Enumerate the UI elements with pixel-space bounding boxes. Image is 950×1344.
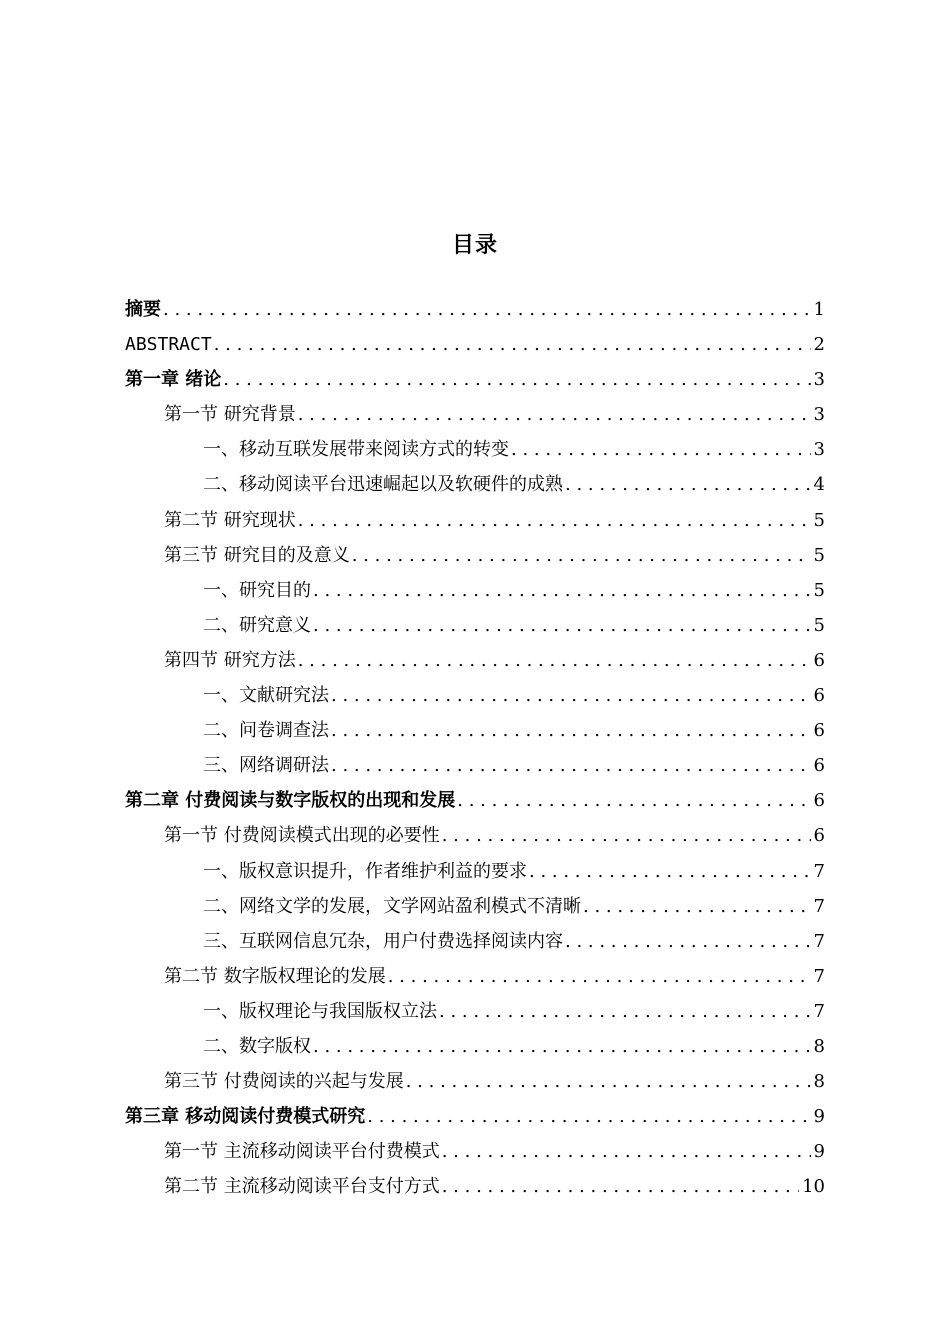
toc-dot-leader: [313, 1029, 811, 1064]
toc-entry[interactable]: [125, 783, 825, 818]
toc-entry[interactable]: [125, 678, 825, 713]
toc-entry-label: 一、版权意识提升，作者维护利益的要求: [203, 860, 527, 882]
toc-entry-page-number: 3: [813, 439, 825, 461]
toc-entry-page-number: 7: [813, 860, 825, 882]
toc-entry-page-number: 8: [813, 1035, 825, 1057]
toc-entry-label: 三、网络调研法: [203, 755, 329, 777]
toc-entry[interactable]: [125, 327, 825, 362]
table-of-contents: [125, 292, 825, 1204]
toc-dot-leader: [331, 713, 811, 748]
toc-entry-page-number: 6: [813, 685, 825, 707]
toc-entry-page-number: 6: [813, 720, 825, 742]
toc-entry-label: 三、互联网信息冗杂，用户付费选择阅读内容: [203, 930, 563, 952]
toc-dot-leader: [352, 538, 811, 573]
toc-dot-leader: [583, 889, 811, 924]
toc-entry-page-number: 9: [813, 1141, 825, 1163]
toc-entry-page-number: 5: [813, 509, 825, 531]
toc-dot-leader: [388, 959, 811, 994]
toc-entry-page-number: 8: [813, 1071, 825, 1093]
toc-entry[interactable]: [125, 538, 825, 573]
toc-dot-leader: [406, 1064, 811, 1099]
toc-entry[interactable]: [125, 1029, 825, 1064]
toc-entry[interactable]: [125, 713, 825, 748]
toc-entry-page-number: 7: [813, 965, 825, 987]
toc-dot-leader: [457, 783, 810, 818]
toc-entry-page-number: 6: [813, 825, 825, 847]
toc-dot-leader: [163, 292, 811, 327]
toc-entry-label: 二、问卷调查法: [203, 720, 329, 742]
toc-entry-label: 第三节 研究目的及意义: [164, 544, 350, 566]
toc-entry-label: 二、移动阅读平台迅速崛起以及软硬件的成熟: [203, 474, 563, 496]
toc-entry[interactable]: [125, 889, 825, 924]
toc-entry-page-number: 6: [813, 649, 825, 671]
toc-entry[interactable]: [125, 573, 825, 608]
toc-entry-page-number: 4: [813, 474, 825, 496]
toc-dot-leader: [511, 432, 811, 467]
toc-entry[interactable]: [125, 1169, 825, 1204]
toc-entry[interactable]: [125, 432, 825, 467]
toc-entry-page-number: 5: [813, 579, 825, 601]
toc-dot-leader: [442, 1134, 811, 1169]
toc-entry-label: 第一节 付费阅读模式出现的必要性: [164, 825, 440, 847]
toc-entry-page-number: 7: [813, 930, 825, 952]
toc-dot-leader: [298, 397, 811, 432]
toc-entry-label: 二、网络文学的发展，文学网站盈利模式不清晰: [203, 895, 581, 917]
toc-entry-label: 摘要: [125, 299, 161, 320]
toc-entry[interactable]: [125, 854, 825, 889]
toc-entry-label: 一、研究目的: [203, 579, 311, 601]
toc-dot-leader: [223, 362, 810, 397]
toc-entry[interactable]: [125, 292, 825, 327]
toc-entry[interactable]: [125, 1099, 825, 1134]
toc-entry-page-number: 2: [813, 334, 825, 356]
toc-entry-label: 第二节 研究现状: [164, 509, 296, 531]
toc-entry-page-number: 1: [813, 299, 825, 320]
toc-entry[interactable]: [125, 467, 825, 502]
toc-entry-label: 第三章 移动阅读付费模式研究: [125, 1106, 366, 1128]
toc-dot-leader: [331, 748, 811, 783]
toc-entry-page-number: 9: [813, 1106, 825, 1128]
toc-dot-leader: [313, 573, 811, 608]
toc-dot-leader: [331, 678, 811, 713]
toc-entry[interactable]: [125, 748, 825, 783]
toc-entry-label: 第二章 付费阅读与数字版权的出现和发展: [125, 790, 456, 812]
toc-entry-page-number: 10: [802, 1176, 825, 1198]
toc-dot-leader: [442, 1169, 799, 1204]
toc-entry[interactable]: [125, 608, 825, 643]
toc-entry-page-number: 7: [813, 895, 825, 917]
toc-entry-page-number: 5: [813, 544, 825, 566]
toc-dot-leader: [442, 818, 811, 853]
toc-entry-label: 第二节 数字版权理论的发展: [164, 965, 386, 987]
toc-entry-page-number: 7: [813, 1000, 825, 1022]
toc-dot-leader: [367, 1099, 810, 1134]
toc-entry-page-number: 5: [813, 614, 825, 636]
toc-entry-label: 二、研究意义: [203, 614, 311, 636]
toc-entry-page-number: 3: [813, 404, 825, 426]
toc-dot-leader: [439, 994, 811, 1029]
toc-entry-label: 一、版权理论与我国版权立法: [203, 1000, 437, 1022]
toc-entry[interactable]: [125, 994, 825, 1029]
toc-entry[interactable]: [125, 503, 825, 538]
toc-entry-page-number: 6: [813, 755, 825, 777]
toc-entry-page-number: 6: [813, 790, 825, 812]
toc-entry[interactable]: [125, 1134, 825, 1169]
toc-dot-leader: [214, 327, 811, 362]
toc-dot-leader: [529, 854, 811, 889]
toc-entry[interactable]: [125, 362, 825, 397]
toc-entry[interactable]: [125, 818, 825, 853]
toc-entry-label: 第一节 研究背景: [164, 404, 296, 426]
toc-entry-label: 第一节 主流移动阅读平台付费模式: [164, 1141, 440, 1163]
toc-entry-label: 一、文献研究法: [203, 685, 329, 707]
toc-dot-leader: [565, 924, 811, 959]
toc-entry[interactable]: [125, 959, 825, 994]
toc-entry-label: 第四节 研究方法: [164, 649, 296, 671]
toc-entry-label: 第三节 付费阅读的兴起与发展: [164, 1071, 404, 1093]
toc-dot-leader: [565, 467, 811, 502]
toc-entry[interactable]: [125, 1064, 825, 1099]
toc-dot-leader: [313, 608, 811, 643]
toc-dot-leader: [298, 643, 811, 678]
toc-entry[interactable]: [125, 924, 825, 959]
toc-entry[interactable]: [125, 397, 825, 432]
toc-entry-label: 一、移动互联发展带来阅读方式的转变: [203, 439, 509, 461]
toc-entry-label: 第二节 主流移动阅读平台支付方式: [164, 1176, 440, 1198]
toc-entry[interactable]: [125, 643, 825, 678]
toc-entry-page-number: 3: [813, 369, 825, 391]
toc-entry-label: 第一章 绪论: [125, 369, 222, 391]
toc-entry-label: ABSTRACT: [125, 334, 212, 356]
toc-entry-label: 二、数字版权: [203, 1035, 311, 1057]
toc-dot-leader: [298, 503, 811, 538]
toc-title: 目录: [451, 233, 498, 258]
